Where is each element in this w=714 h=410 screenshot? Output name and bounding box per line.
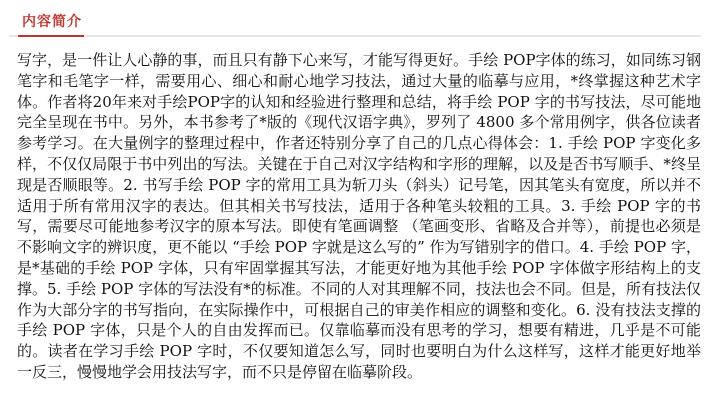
summary-text: 写字，是一件让人心静的事，而且只有静下心来写，才能写得更好。手绘 POP字体的练习，如同练习钢笔字和毛笔字一样，需要用心、细心和耐心地学习技法，通过大量的临摹与应用，*终掌握这种艺术字体。作者将20年来对手绘POP字的认知和经验进行整理和总结，将手绘 POP 字的书写技法，尽可能地完全呈现在书中。另外，本书参考了*版的《现代汉语字典》，罗列了 4800 多个常用例字，供各位读者参考学习。在大量例字的整理过程中，作者还特别分享了自己的几点心得体会：1. 手绘 POP 字变化多样，不仅仅局限于书中列出的写法。关键在于自己对汉字结构和字形的理解，以及是否书写顺手、*终呈现是否顺眼等。2. 书写手绘 POP 字的常用工具为斩刀头（斜头）记号笔，因其笔头有宽度，所以并不适用于所有常用汉字的表达。但其相关书写技法，适用于各种笔头较粗的工具。3. 手绘 POP 字的书写，需要尽可能地参考汉字的原本写法。即使有笔画调整 （笔画变形、省略及合并等），前提也必须是不影响文字的辨识度，更不能以 “手绘 POP 字就是这么写的” 作为写错别字的借口。4. 手绘 POP 字，是*基础的手绘 POP 字体，只有牢固掌握其写法，才能更好地为其他手绘 POP 字体做字形结构上的支撑。5. 手绘 POP 字体的写法没有*的标准。不同的人对其理解不同，技法也会不同。但是，所有技法仅作为大部分字的书写指向，在实际操作中，可根据自己的审美作相应的调整和变化。6. 没有技法支撑的手绘 POP 字体，只是个人的自由发挥而已。仅靠临摹而没有思考的学习，想要有精进，几乎是不可能的。读者在学习手绘 POP 字时，不仅要知道怎么写，同时也要明白为什么这样写，这样才能更好地举一反三，慢慢地学会用技法写字，而不只是停留在临摹阶段。: [17, 51, 701, 381]
section-title: 内容简介: [22, 14, 82, 30]
title-underline: [18, 35, 84, 37]
content-summary-section: [9, 8, 701, 383]
section-header: [9, 8, 701, 37]
